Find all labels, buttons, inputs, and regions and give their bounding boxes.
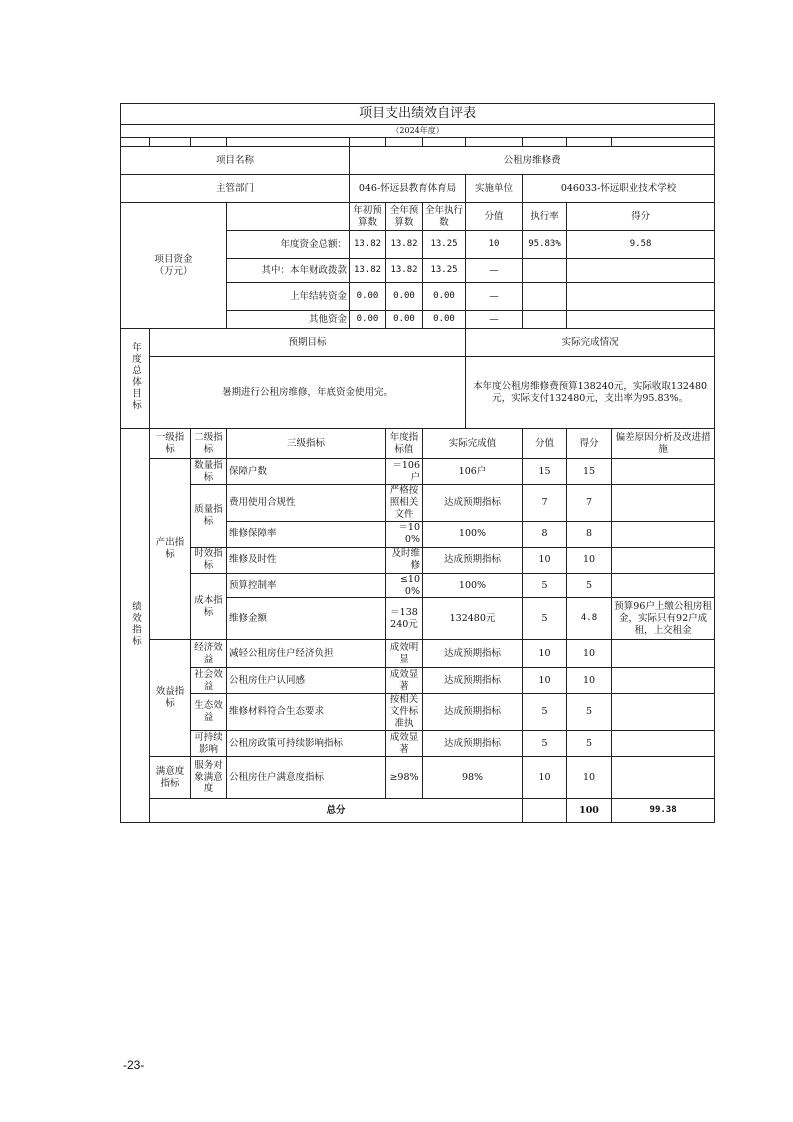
indicator-note <box>612 521 715 547</box>
indicator-name: 公租房住户满意度指标 <box>227 757 386 799</box>
dept-value: 046-怀远县教育体育局 <box>350 175 466 203</box>
funds-weight: — <box>466 259 523 283</box>
funds-executed: 13.25 <box>423 231 466 259</box>
funds-executed: 0.00 <box>423 311 466 329</box>
funds-header-initial: 年初预算数 <box>350 203 386 231</box>
indicator-name: 维修材料符合生态要求 <box>227 694 386 731</box>
dept-label: 主管部门 <box>121 175 350 203</box>
funds-header-rate: 执行率 <box>523 203 567 231</box>
indicator-target: ＝100% <box>386 521 423 547</box>
indicator-weight: 5 <box>523 694 567 731</box>
indicator-weight: 10 <box>523 757 567 799</box>
funds-executed: 0.00 <box>423 283 466 311</box>
funds-label-line2: （万元） <box>154 265 193 277</box>
level2-quantity: 数量指标 <box>191 459 227 485</box>
funds-score <box>567 311 715 329</box>
indicator-weight: 10 <box>523 547 567 573</box>
goals-actual-header: 实际完成情况 <box>466 329 715 357</box>
indicator-target: ＝138240元 <box>386 598 423 640</box>
level2-service: 服务对象满意度 <box>191 757 227 799</box>
indicator-name: 维修保障率 <box>227 521 386 547</box>
level2-timeliness: 时效指标 <box>191 547 227 573</box>
funds-score <box>567 283 715 311</box>
indicator-weight: 5 <box>523 731 567 757</box>
total-score: 99.38 <box>612 799 715 823</box>
level1-satisfaction: 满意度指标 <box>150 757 191 799</box>
indicator-weight: 15 <box>523 459 567 485</box>
indicator-target: 成效显著 <box>386 731 423 757</box>
indicator-weight: 5 <box>523 573 567 598</box>
ind-header-target: 年度指标值 <box>386 429 423 459</box>
funds-header-budget: 全年预算数 <box>386 203 423 231</box>
indicator-actual: 132480元 <box>423 598 523 640</box>
indicators-label-text: 绩效指标 <box>129 600 141 647</box>
funds-weight: — <box>466 311 523 329</box>
indicator-target: ≥98% <box>386 757 423 799</box>
goals-label <box>121 329 150 429</box>
indicator-score: 5 <box>567 573 612 598</box>
level2-ecological: 生态效益 <box>191 694 227 731</box>
indicator-target: 严格按照相关文件 <box>386 485 423 522</box>
indicator-actual: 达成预期指标 <box>423 640 523 668</box>
indicator-name: 维修金额 <box>227 598 386 640</box>
indicator-score: 7 <box>567 485 612 522</box>
level2-sustainable: 可持续影响 <box>191 731 227 757</box>
indicator-note <box>612 485 715 522</box>
funds-weight: — <box>466 283 523 311</box>
indicator-actual: 100% <box>423 521 523 547</box>
indicator-note <box>612 459 715 485</box>
evaluation-form <box>120 103 712 823</box>
indicator-name: 公租房政策可持续影响指标 <box>227 731 386 757</box>
level2-cost: 成本指标 <box>191 573 227 640</box>
form-subtitle: （2024年度） <box>121 125 715 138</box>
funds-executed: 13.25 <box>423 259 466 283</box>
ind-header-level1: 一级指标 <box>150 429 191 459</box>
indicator-score: 10 <box>567 668 612 694</box>
indicator-score: 8 <box>567 521 612 547</box>
funds-header-executed: 全年执行数 <box>423 203 466 231</box>
indicator-row <box>121 547 715 573</box>
funds-rate <box>523 311 567 329</box>
funds-header-score: 得分 <box>567 203 715 231</box>
indicator-score: 5 <box>567 694 612 731</box>
impl-label: 实施单位 <box>466 175 523 203</box>
form-title: 项目支出绩效自评表 <box>121 104 715 125</box>
funds-budget: 13.82 <box>386 259 423 283</box>
goals-expected-header: 预期目标 <box>150 329 466 357</box>
funds-score: 9.58 <box>567 231 715 259</box>
indicator-weight: 10 <box>523 668 567 694</box>
funds-row-label: 其他资金 <box>227 311 350 329</box>
indicator-target: 成效显著 <box>386 668 423 694</box>
funds-rate <box>523 259 567 283</box>
funds-initial: 0.00 <box>350 311 386 329</box>
indicator-target: ≤100% <box>386 573 423 598</box>
indicator-actual: 达成预期指标 <box>423 668 523 694</box>
indicator-actual: 达成预期指标 <box>423 731 523 757</box>
funds-header-blank <box>227 203 350 231</box>
funds-header-weight: 分值 <box>466 203 523 231</box>
impl-value: 046033-怀远职业技术学校 <box>523 175 715 203</box>
funds-budget: 0.00 <box>386 283 423 311</box>
indicator-note <box>612 757 715 799</box>
page-number: -23- <box>123 1058 145 1072</box>
indicator-note <box>612 731 715 757</box>
funds-initial: 0.00 <box>350 283 386 311</box>
indicator-name: 维修及时性 <box>227 547 386 573</box>
project-name-label: 项目名称 <box>121 147 350 175</box>
funds-label-line1: 项目资金 <box>154 253 193 265</box>
funds-label <box>121 203 227 329</box>
indicator-actual: 达成预期指标 <box>423 694 523 731</box>
indicator-row <box>121 668 715 694</box>
level1-benefit: 效益指标 <box>150 640 191 757</box>
indicator-actual: 106户 <box>423 459 523 485</box>
indicator-note <box>612 640 715 668</box>
indicator-score: 5 <box>567 731 612 757</box>
funds-rate: 95.83% <box>523 231 567 259</box>
ind-header-level3: 三级指标 <box>227 429 386 459</box>
goals-expected-text: 暑期进行公租房维修，年底资金使用完。 <box>150 357 466 429</box>
funds-row-label: 上年结转资金 <box>227 283 350 311</box>
indicator-row <box>121 485 715 522</box>
ind-header-score: 得分 <box>567 429 612 459</box>
funds-score <box>567 259 715 283</box>
total-blank <box>523 799 567 823</box>
funds-budget: 0.00 <box>386 311 423 329</box>
indicator-weight: 10 <box>523 640 567 668</box>
indicator-name: 公租房住户认同感 <box>227 668 386 694</box>
indicator-weight: 8 <box>523 521 567 547</box>
indicator-row <box>121 459 715 485</box>
indicator-actual: 达成预期指标 <box>423 485 523 522</box>
goals-actual-text: 本年度公租房维修费预算138240元，实际收取132480元，实际支付132480元，支出率为95.83%。 <box>466 357 715 429</box>
total-row <box>121 799 715 823</box>
indicator-name: 预算控制率 <box>227 573 386 598</box>
funds-rate <box>523 283 567 311</box>
indicators-label <box>121 429 150 823</box>
level2-economic: 经济效益 <box>191 640 227 668</box>
indicator-weight: 5 <box>523 598 567 640</box>
indicator-note <box>612 573 715 598</box>
indicator-weight: 7 <box>523 485 567 522</box>
indicator-score: 10 <box>567 757 612 799</box>
indicator-name: 费用使用合规性 <box>227 485 386 522</box>
indicator-target: 按相关文件标准执 <box>386 694 423 731</box>
indicator-row <box>121 694 715 731</box>
goals-label-text: 年度总体目标 <box>129 342 141 412</box>
indicator-row <box>121 573 715 598</box>
indicator-note <box>612 668 715 694</box>
indicator-note <box>612 694 715 731</box>
indicator-target: ＝106户 <box>386 459 423 485</box>
indicator-row <box>121 757 715 799</box>
funds-weight: 10 <box>466 231 523 259</box>
indicator-score: 4.8 <box>567 598 612 640</box>
ind-header-actual: 实际完成值 <box>423 429 523 459</box>
indicator-note: 预算96户上缴公租房租金，实际只有92户成租，上交租金 <box>612 598 715 640</box>
funds-row-label: 其中：本年财政拨款 <box>227 259 350 283</box>
ind-header-weight: 分值 <box>523 429 567 459</box>
funds-budget: 13.82 <box>386 231 423 259</box>
indicator-target: 成效明显 <box>386 640 423 668</box>
level1-output: 产出指标 <box>150 459 191 640</box>
project-name-value: 公租房维修费 <box>350 147 715 175</box>
evaluation-table <box>120 103 715 823</box>
indicator-row <box>121 731 715 757</box>
indicator-score: 10 <box>567 547 612 573</box>
indicator-score: 10 <box>567 640 612 668</box>
indicator-score: 15 <box>567 459 612 485</box>
ind-header-note: 偏差原因分析及改进措施 <box>612 429 715 459</box>
funds-initial: 13.82 <box>350 259 386 283</box>
indicator-name: 保障户数 <box>227 459 386 485</box>
total-weight: 100 <box>567 799 612 823</box>
indicator-actual: 100% <box>423 573 523 598</box>
ind-header-level2: 二级指标 <box>191 429 227 459</box>
total-label: 总分 <box>150 799 523 823</box>
funds-row-label: 年度资金总额： <box>227 231 350 259</box>
indicator-name: 减轻公租房住户经济负担 <box>227 640 386 668</box>
indicator-actual: 98% <box>423 757 523 799</box>
indicator-row <box>121 640 715 668</box>
indicator-target: 及时维修 <box>386 547 423 573</box>
indicator-note <box>612 547 715 573</box>
indicator-actual: 达成预期指标 <box>423 547 523 573</box>
level2-social: 社会效益 <box>191 668 227 694</box>
funds-initial: 13.82 <box>350 231 386 259</box>
level2-quality: 质量指标 <box>191 485 227 548</box>
